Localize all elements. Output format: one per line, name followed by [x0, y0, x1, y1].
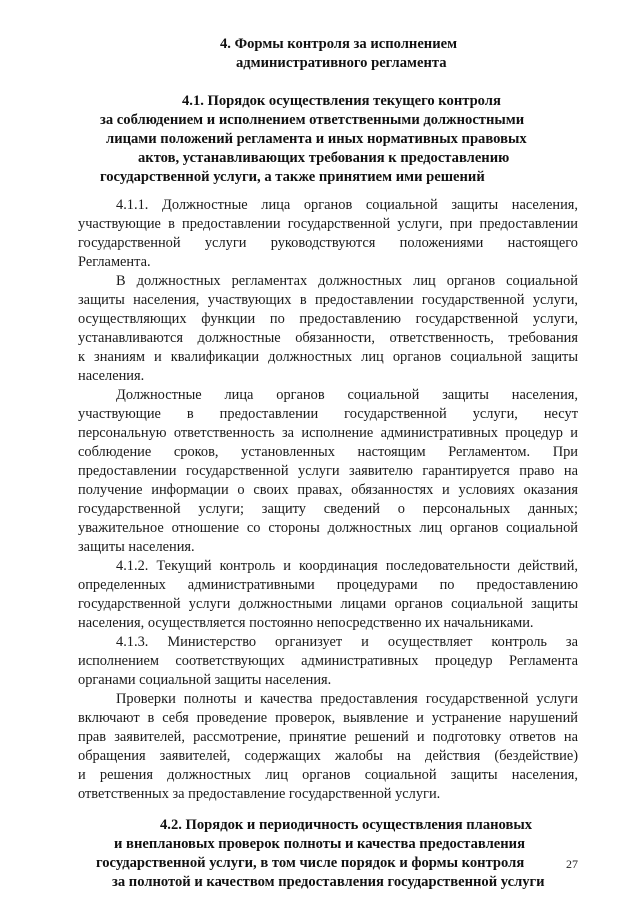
page-number: 27 — [566, 857, 578, 871]
body-line: персональную ответственность за исполнение административных процедур и — [78, 425, 578, 441]
body-line: 4.1.3. Министерство организует и осуществляет контроль за — [116, 634, 578, 650]
body-line: включают в себя проведение проверок, выявление и устранение нарушений — [78, 710, 578, 726]
body-line: Проверки полноты и качества предоставления государственной услуги — [116, 691, 578, 707]
body-line: определенных административными процедурами по предоставлению — [78, 577, 578, 593]
body-line: к знаниям и квалификации должностных лиц органов социальной защиты — [78, 349, 578, 365]
section-4-1-title-line-1: 4.1. Порядок осуществления текущего контроля — [182, 93, 501, 109]
body-line: ответственных за предоставление государственной услуги. — [78, 786, 441, 802]
body-line: населения, осуществляется постоянно непосредственно их начальниками. — [78, 615, 534, 631]
body-line: соблюдение сроков, установленных настоящим Регламентом. При — [78, 444, 578, 460]
body-line: органами социальной защиты населения. — [78, 672, 332, 688]
section-4-1-title-line-4: актов, устанавливающих требования к предоставлению — [138, 150, 510, 166]
body-line: 4.1.1. Должностные лица органов социальной защиты населения, — [116, 197, 578, 213]
section-4-2-title-line-2: и внеплановых проверок полноты и качества предоставления — [114, 836, 525, 852]
section-4-1-title-line-2: за соблюдением и исполнением ответственными должностными — [100, 112, 525, 128]
body-line: уважительное отношение со стороны должностных лиц органов социальной — [78, 520, 578, 536]
section-4-1-title-line-5: государственной услуги, а также принятием ими решений — [100, 169, 485, 185]
body-line: Должностные лица органов социальной защиты населения, — [116, 387, 578, 403]
body-line: прав заявителей, рассмотрение, принятие решений и подготовку ответов на — [78, 729, 578, 745]
body-line: исполнением соответствующих административных процедур Регламента — [78, 653, 578, 669]
section-4-2-title-line-3: государственной услуги, в том числе порядок и формы контроля — [96, 855, 525, 871]
body-line: Регламента. — [78, 254, 151, 270]
body-line: государственной услуги руководствуются положениями настоящего — [78, 235, 578, 251]
body-line: государственной услуги должностными лицами органов социальной защиты — [78, 596, 578, 612]
body-line: В должностных регламентах должностных лиц органов социальной — [116, 273, 578, 289]
section-4-title-line-2: административного регламента — [236, 55, 447, 71]
body-line: обращения заявителей, содержащих жалобы на действия (бездействие) — [78, 748, 578, 764]
body-line: участвующие в предоставлении государственной услуги, несут — [78, 406, 578, 422]
body-line: получение информации о своих правах, обязанностях и условиях оказания — [78, 482, 578, 498]
body-line: и решения должностных лиц органов социальной защиты населения, — [78, 767, 578, 783]
body-line: осуществляющих функции по предоставлению государственной услуги, — [78, 311, 578, 327]
body-line: 4.1.2. Текущий контроль и координация последовательности действий, — [116, 558, 578, 574]
body-line: участвующие в предоставлении государственной услуги, при предоставлении — [78, 216, 578, 232]
body-line: устанавливаются должностные обязанности, ответственность, требования — [78, 330, 578, 346]
body-line: населения. — [78, 368, 145, 384]
body-line: защиты населения. — [78, 539, 195, 555]
section-4-title-line-1: 4. Формы контроля за исполнением — [220, 36, 458, 52]
body-line: предоставлении государственной услуги заявителю гарантируется право на — [78, 463, 578, 479]
section-4-1-title-line-3: лицами положений регламента и иных нормативных правовых — [106, 131, 527, 147]
section-4-2-title-line-4: за полнотой и качеством предоставления государственной услуги — [112, 874, 545, 890]
body-line: защиты населения, участвующих в предоставлении государственной услуги, — [78, 292, 578, 308]
section-4-2-title-line-1: 4.2. Порядок и периодичность осуществления плановых — [160, 817, 533, 833]
body-line: государственной услуги; защиту сведений о персональных данных; — [78, 501, 578, 517]
